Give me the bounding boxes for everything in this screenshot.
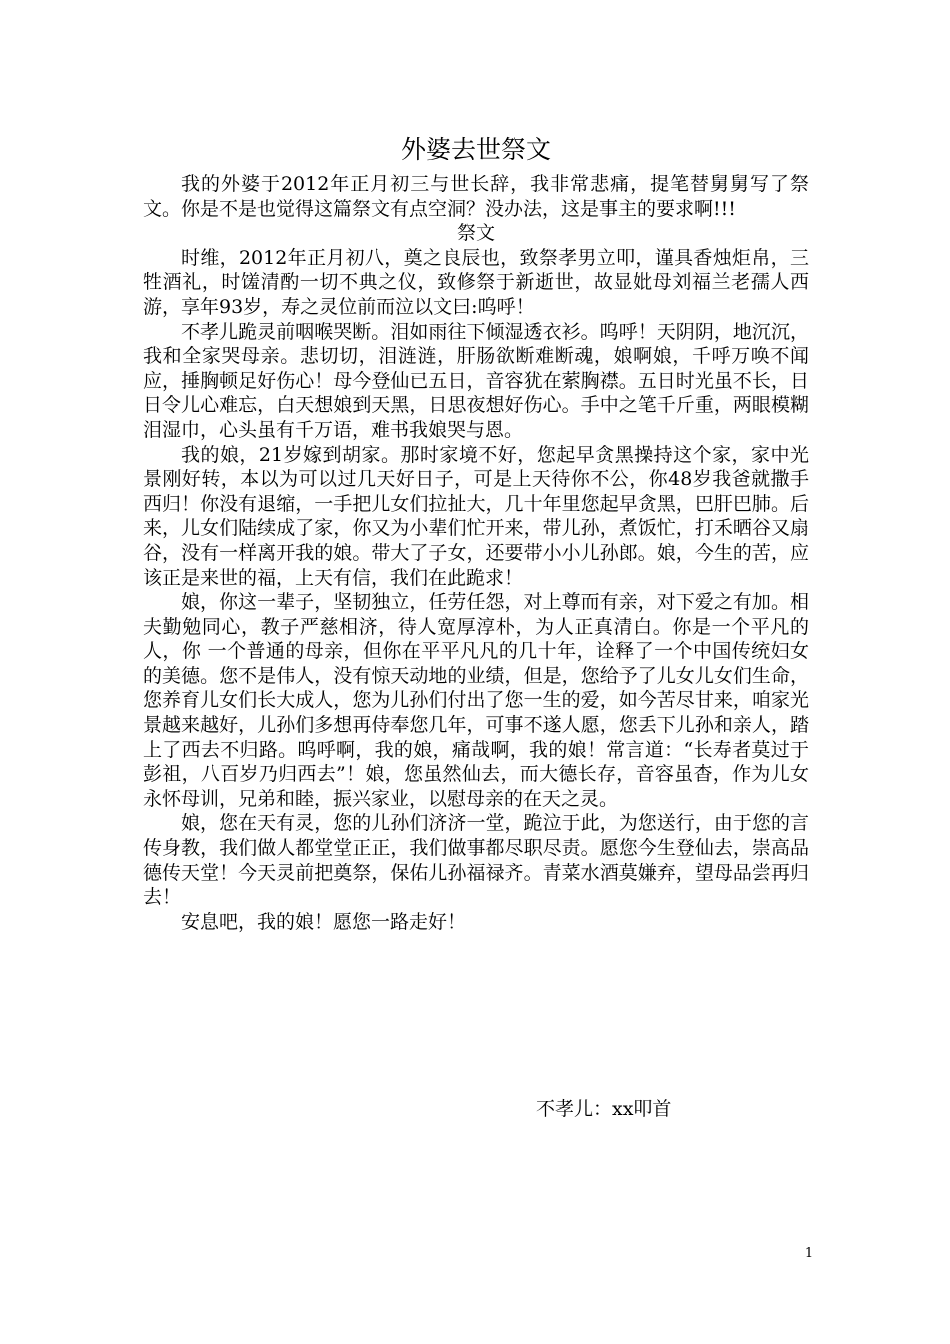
paragraph: 娘，您在天有灵，您的儿孙们济济一堂，跪泣于此，为您送行，由于您的言传身教，我们做人都堂堂正正，我们做事都尽职尽责。愿您今生登仙去，崇高品德传天堂！今天灵前把奠祭，保佑儿孙福禄齐。青菜水酒莫嫌弃，望母品尝再归去！ xyxy=(143,812,809,909)
page-number: 1 xyxy=(804,1246,814,1261)
paragraph: 我的娘，21岁嫁到胡家。那时家境不好，您起早贪黑操持这个家，家中光景刚好转，本以为可以过几天好日子，可是上天待你不公，你48岁我爸就撒手西归！你没有退缩，一手把儿女们拉扯大，几十年里您起早贪黑，巴肝巴肺。后来，儿女们陆续成了家，你又为小辈们忙开来，带儿孙，煮饭忙，打禾晒谷又扇谷，没有一样离开我的娘。带大了子女，还要带小小儿孙郎。娘，今生的苦，应该正是来世的福，上天有信，我们在此跪求！ xyxy=(143,443,809,589)
subtitle: 祭文 xyxy=(456,222,495,245)
paragraph: 娘，你这一辈子，坚韧独立，任劳任怨，对上尊而有亲，对下爱之有加。相夫勤勉同心，教子严慈相济，待人宽厚淳朴，为人正真清白。你是一个平凡的人，你 一个普通的母亲，但你在平平凡凡的几十年，诠释了一个中国传统妇女的美德。您不是伟人，没有惊天动地的业绩，但是，您给予了儿女儿女们生命，您养育儿女们长大成人，您为儿孙们付出了您一生的爱，如今苦尽甘来，咱家光景越来越好，儿孙们多想再侍奉您几年，可事不遂人愿，您丢下儿孙和亲人，踏上了西去不归路。呜呼啊，我的娘，痛哉啊，我的娘！常言道：“长寿者莫过于彭祖，八百岁乃归西去”！娘，您虽然仙去，而大德长存，音容虽杳，作为儿女永怀母训，兄弟和睦，振兴家业，以慰母亲的在天之灵。 xyxy=(143,591,809,810)
paragraph: 不孝儿跪灵前咽喉哭断。泪如雨往下倾湿透衣衫。呜呼！天阴阴，地沉沉，我和全家哭母亲。悲切切，泪涟涟，肝肠欲断难断魂，娘啊娘，千呼万唤不闻应，捶胸顿足好伤心！母今登仙已五日，音容犹在萦胸襟。五日时光虽不长，日日令儿心难忘，白天想娘到天黑，日思夜想好伤心。手中之笔千斤重，两眼模糊泪湿巾，心头虽有千万语，难书我娘哭与恩。 xyxy=(143,320,809,441)
document-title: 外婆去世祭文 xyxy=(400,135,551,164)
document-body xyxy=(143,128,809,934)
paragraph: 安息吧，我的娘！愿您一路走好！ xyxy=(181,910,467,933)
signature: 不孝儿：xx叩首 xyxy=(536,1098,672,1120)
intro-paragraph: 我的外婆于2012年正月初三与世长辞，我非常悲痛，提笔替舅舅写了祭文。你是不是也觉得这篇祭文有点空洞？没办法，这是事主的要求啊!!! xyxy=(143,173,809,220)
paragraph: 时维，2012年正月初八，奠之良辰也，致祭孝男立叩，谨具香烛炬帛，三牲酒礼，时馐清酌一切不典之仪，致修祭于新逝世，故显妣母刘福兰老孺人西游，享年93岁，寿之灵位前而泣以文曰:呜呼！ xyxy=(143,246,809,318)
